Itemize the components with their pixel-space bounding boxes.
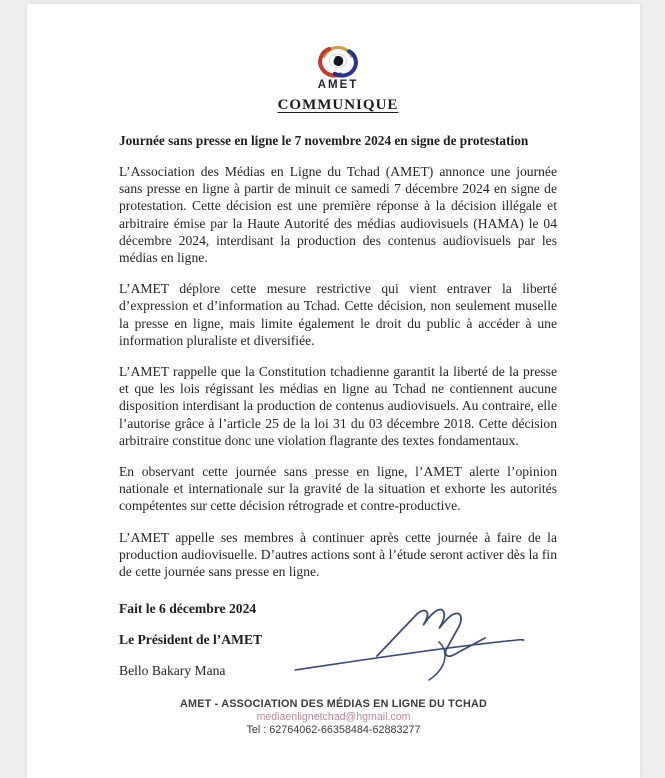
document-title: Journée sans presse en ligne le 7 novembre 2024 en signe de protestation <box>119 133 529 148</box>
paragraph-announcement: L’Association des Médias en Ligne du Tchad (AMET) annonce une journée sans presse en ligne à partir de minuit ce samedi 7 décembre 2024 en signe de protestation. Cette décision est une première réponse à la décision illégale et arbitraire émise par la Haute Autorité des médias audiovisuels (HAMA) le 04 décembre 2024, interdisant la production des contenus audiovisuels par les médias en ligne. <box>119 164 557 266</box>
date-line: Fait le 6 décembre 2024 <box>119 601 257 617</box>
document-sheet <box>27 4 640 778</box>
document-footer <box>27 698 640 736</box>
footer-org: AMET - ASSOCIATION DES MÉDIAS EN LIGNE DU TCHAD <box>180 698 487 710</box>
communique-heading: COMMUNIQUE <box>277 97 399 113</box>
paragraph-appel: L’AMET appelle ses membres à continuer après cette journée à faire de la production audiovisuelle. D’autres actions sont à l’étude seront activer dès la fin de cette journée sans presse en ligne. <box>119 529 557 580</box>
paragraph-deplore: L’AMET déplore cette mesure restrictive qui vient entraver la liberté d’expression et d’information au Tchad. Cette décision, non seulement muselle la presse en ligne, mais limite également le droit du public à accéder à une information pluraliste et diversifiée. <box>119 281 557 348</box>
footer-tel: Tel : 62764062-66358484-62883277 <box>246 724 421 736</box>
signatory-name: Bello Bakary Mana <box>119 663 226 679</box>
amet-logo-icon <box>314 44 362 81</box>
amet-logo <box>119 44 557 91</box>
paragraph-alerte: En observant cette journée sans presse en ligne, l’AMET alerte l’opinion nationale et internationale sur la gravité de la situation et exhorte les autorités compétentes sur cette décision rétrograde et contre-productive. <box>119 464 557 514</box>
paragraph-constitution: L’AMET rappelle que la Constitution tchadienne garantit la liberté de la presse et que les lois régissant les médias en ligne au Tchad ne contiennent aucune disposition interdisant la production de contenus audiovisuels. Au contraire, elle l’autorise grâce à l’article 25 de la loi 31 du 03 décembre 2018. Cette décision arbitraire constitue donc une violation flagrante des textes fondamentaux. <box>119 364 557 448</box>
document-content <box>27 4 640 679</box>
signatory-title: Le Président de l’AMET <box>119 632 263 648</box>
amet-logo-label: AMET <box>317 79 359 91</box>
footer-email: mediaenlignetchad@hgmail.com <box>256 711 411 723</box>
